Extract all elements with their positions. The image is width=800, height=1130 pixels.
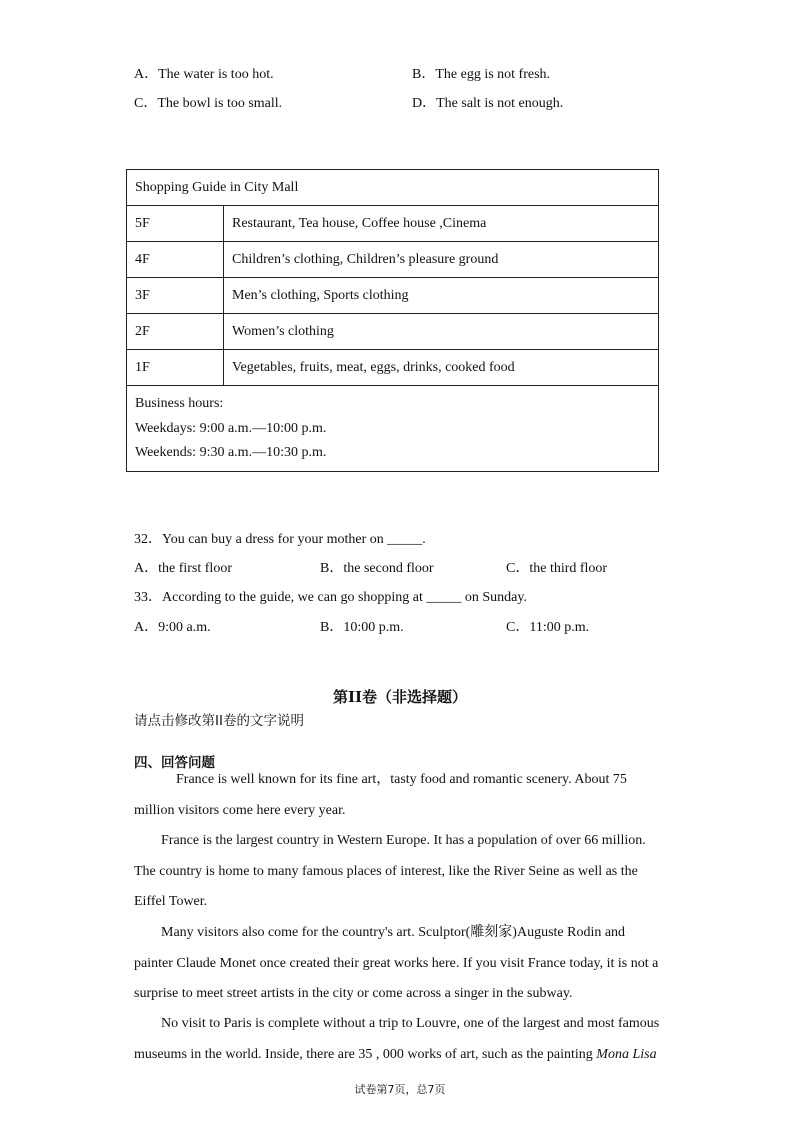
painting-title: Mona Lisa [596, 1046, 657, 1062]
q32-option-a: A．the first floor [134, 561, 232, 576]
page-footer: 试卷第7页，总7页 [354, 1083, 446, 1096]
table-row [127, 350, 659, 386]
floor-cell: 5F [127, 206, 224, 242]
part-two-title: 第II卷（非选择题） [332, 688, 468, 706]
q32-option-c: C．the third floor [506, 561, 608, 576]
floor-cell: 4F [127, 242, 224, 278]
q33-option-a: A．9:00 a.m. [134, 620, 211, 635]
passage-paragraph-1: France is well known for its fine art，tasty food and romantic scenery. About 75 million visitors come here every year. [134, 772, 627, 818]
table-row [127, 206, 659, 242]
table-row [127, 170, 659, 206]
items-cell: Women’s clothing [224, 314, 659, 350]
question-33-stem: 33．According to the guide, we can go shopping at _____ on Sunday. [134, 590, 527, 605]
items-cell: Men’s clothing, Sports clothing [224, 278, 659, 314]
option-a: A．The water is too hot. [134, 67, 274, 82]
part-two-note: 请点击修改第II卷的文字说明 [134, 713, 304, 729]
floor-cell: 1F [127, 350, 224, 386]
q32-option-b: B．the second floor [320, 561, 434, 576]
option-d: D．The salt is not enough. [412, 96, 564, 111]
question-32-stem: 32．You can buy a dress for your mother on _____. [134, 532, 426, 547]
floor-cell: 2F [127, 314, 224, 350]
items-cell: Restaurant, Tea house, Coffee house ,Cinema [224, 206, 659, 242]
hours-label: Business hours: [135, 396, 224, 412]
business-hours-cell [127, 386, 659, 472]
items-cell: Children’s clothing, Children’s pleasure ground [224, 242, 659, 278]
shopping-guide-table [126, 169, 659, 472]
table-row [127, 314, 659, 350]
option-b: B．The egg is not fresh. [412, 67, 551, 82]
section-heading: 四、回答问题 [134, 755, 215, 771]
q33-option-b: B．10:00 p.m. [320, 620, 404, 635]
table-row [127, 242, 659, 278]
weekends-hours: Weekends: 9:30 a.m.—10:30 p.m. [135, 445, 327, 461]
items-cell: Vegetables, fruits, meat, eggs, drinks, cooked food [224, 350, 659, 386]
weekdays-hours: Weekdays: 9:00 a.m.—10:00 p.m. [135, 420, 327, 436]
table-row [127, 278, 659, 314]
passage-paragraph-2: France is the largest country in Western Europe. It has a population of over 66 million. The country is home to many famous places of interest, like the River Seine as well as the Eiffel Tower. [134, 833, 646, 909]
paragraph-4-text: No visit to Paris is complete without a trip to Louvre, one of the largest and most famous museums in the world. Inside, there are 35 , 000 works of art, such as the painting [134, 1016, 660, 1062]
passage-paragraph-4 [134, 1009, 664, 1070]
floor-cell: 3F [127, 278, 224, 314]
passage-paragraph-3: Many visitors also come for the country's art. Sculptor(雕刻家)Auguste Rodin and painter Claude Monet once created their great works here. If you visit France today, it is not a surprise to meet street artists in the city or come across a singer in the subway. [134, 925, 659, 1001]
table-title: Shopping Guide in City Mall [127, 170, 659, 206]
table-row [127, 386, 659, 472]
q33-option-c: C．11:00 p.m. [506, 620, 590, 635]
option-c: C．The bowl is too small. [134, 96, 283, 111]
